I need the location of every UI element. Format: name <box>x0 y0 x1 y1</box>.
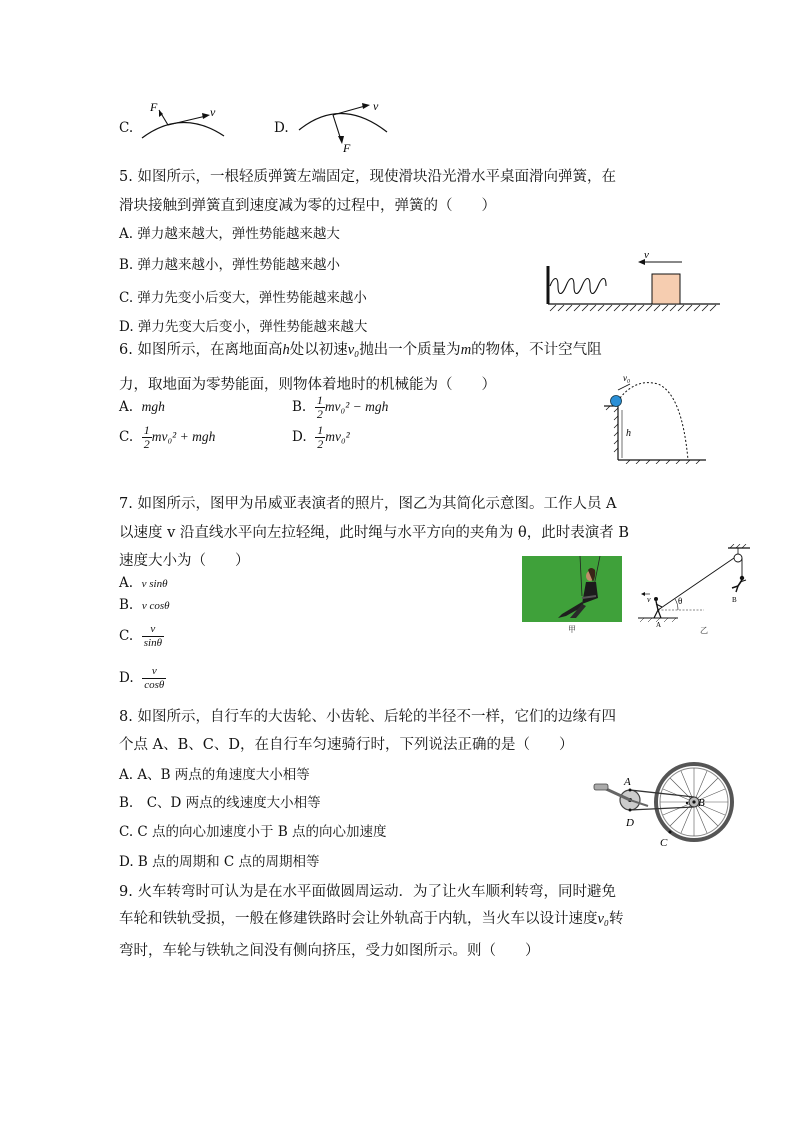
q8-bicycle-figure <box>590 760 740 855</box>
q8-b-label: B <box>698 797 705 809</box>
q7-option-a: A. v sinθ <box>119 575 168 591</box>
q5-line-2: 滑块接触到弹簧直到速度减为零的过程中，弹簧的（ ） <box>119 198 496 214</box>
q4-option-c-label: C. <box>119 120 134 136</box>
q8-d-label: D <box>626 817 634 829</box>
q8-line-2: 个点 A、B、C、D，在自行车匀速骑行时，下列说法正确的是（ ） <box>119 737 574 753</box>
q7-line-3: 速度大小为（ ） <box>119 553 250 569</box>
q8-option-d: D. B 点的周期和 C 点的周期相等 <box>119 854 320 870</box>
q7-option-b: B. v cosθ <box>119 597 170 613</box>
q7-theta-label: θ <box>678 596 683 606</box>
q5-velocity-label: v <box>644 249 649 261</box>
q8-line-1: 8. 如图所示，自行车的大齿轮、小齿轮、后轮的半径不一样，它们的边缘有四 <box>119 709 616 725</box>
q7-line-1: 7. 如图所示，图甲为吊威亚表演者的照片，图乙为其简化示意图。工作人员 A <box>119 496 617 512</box>
q5-spring-figure <box>544 248 724 312</box>
q7-photo-jia <box>522 556 622 622</box>
q5-option-a: A. 弹力越来越大，弹性势能越来越大 <box>119 226 340 242</box>
q7-option-c: C. $\frac{v}{\sin\theta}$ <box>119 623 162 649</box>
q6-option-b: B. $\frac{1}{2}$ mv₀² − mgh <box>292 393 389 421</box>
q8-a-label: A <box>624 776 631 788</box>
q7-option-d: D. $\frac{v}{\cos\theta}$ <box>119 665 165 691</box>
q6-option-c: C. $\frac{1}{2}$ mv₀² + mgh <box>119 423 216 451</box>
q7-diagram-yi <box>634 544 754 628</box>
q7-a-label: A <box>656 621 662 628</box>
q6-projectile-figure <box>596 370 711 464</box>
q8-option-a: A. A、B 两点的角速度大小相等 <box>119 767 310 783</box>
q8-c-label: C <box>660 837 668 849</box>
q7-yi-caption: 乙 <box>700 626 708 635</box>
q6-line-1: 6. 如图所示，在离地面高h处以初速v₀抛出一个质量为m的物体，不计空气阻 <box>119 342 602 358</box>
q4-option-d-label: D. <box>274 120 289 136</box>
q7-line-2: 以速度 v 沿直线水平向左拉轻绳，此时绳与水平方向的夹角为 θ，此时表演者 B <box>119 525 630 541</box>
q5-line-1: 5. 如图所示，一根轻质弹簧左端固定，现使滑块沿光滑水平桌面滑向弹簧，在 <box>119 169 616 185</box>
q6-h-label: h <box>626 428 631 439</box>
q7-b-label: B <box>732 596 737 604</box>
q5-option-c: C. 弹力先变小后变大，弹性势能越来越小 <box>119 290 367 306</box>
q9-line-3: 弯时，车轮与铁轨之间没有侧向挤压，受力如图所示。则（ ） <box>119 943 540 959</box>
q5-option-d: D. 弹力先变大后变小，弹性势能越来越大 <box>119 319 368 335</box>
q4-figure-c <box>138 98 233 144</box>
q4d-velocity-label: v <box>373 99 379 113</box>
q7-jia-caption: 甲 <box>568 625 576 634</box>
q4c-force-label: F <box>150 100 158 114</box>
q6-v0-label: v₀ <box>623 373 631 383</box>
q6-line-2: 力，取地面为零势能面，则物体着地时的机械能为（ ） <box>119 377 496 393</box>
q6-option-a: A. mgh <box>119 399 165 415</box>
q4d-force-label: F <box>343 141 351 155</box>
q7-v-label: v <box>647 595 651 604</box>
q8-option-b: B. C、D 两点的线速度大小相等 <box>119 795 321 811</box>
q4c-velocity-label: v <box>210 105 216 119</box>
q9-line-2: 车轮和铁轨受损，一般在修建铁路时会让外轨高于内轨，当火车以设计速度v₀转 <box>119 911 624 927</box>
q9-line-1: 9. 火车转弯时可认为是在水平面做圆周运动．为了让火车顺利转弯，同时避免 <box>119 884 616 900</box>
q8-option-c: C. C 点的向心加速度小于 B 点的向心加速度 <box>119 824 387 840</box>
q6-option-d: D. $\frac{1}{2}$ mv₀² <box>292 423 350 451</box>
q4-figure-d <box>295 98 395 156</box>
q5-option-b: B. 弹力越来越小，弹性势能越来越小 <box>119 257 341 273</box>
